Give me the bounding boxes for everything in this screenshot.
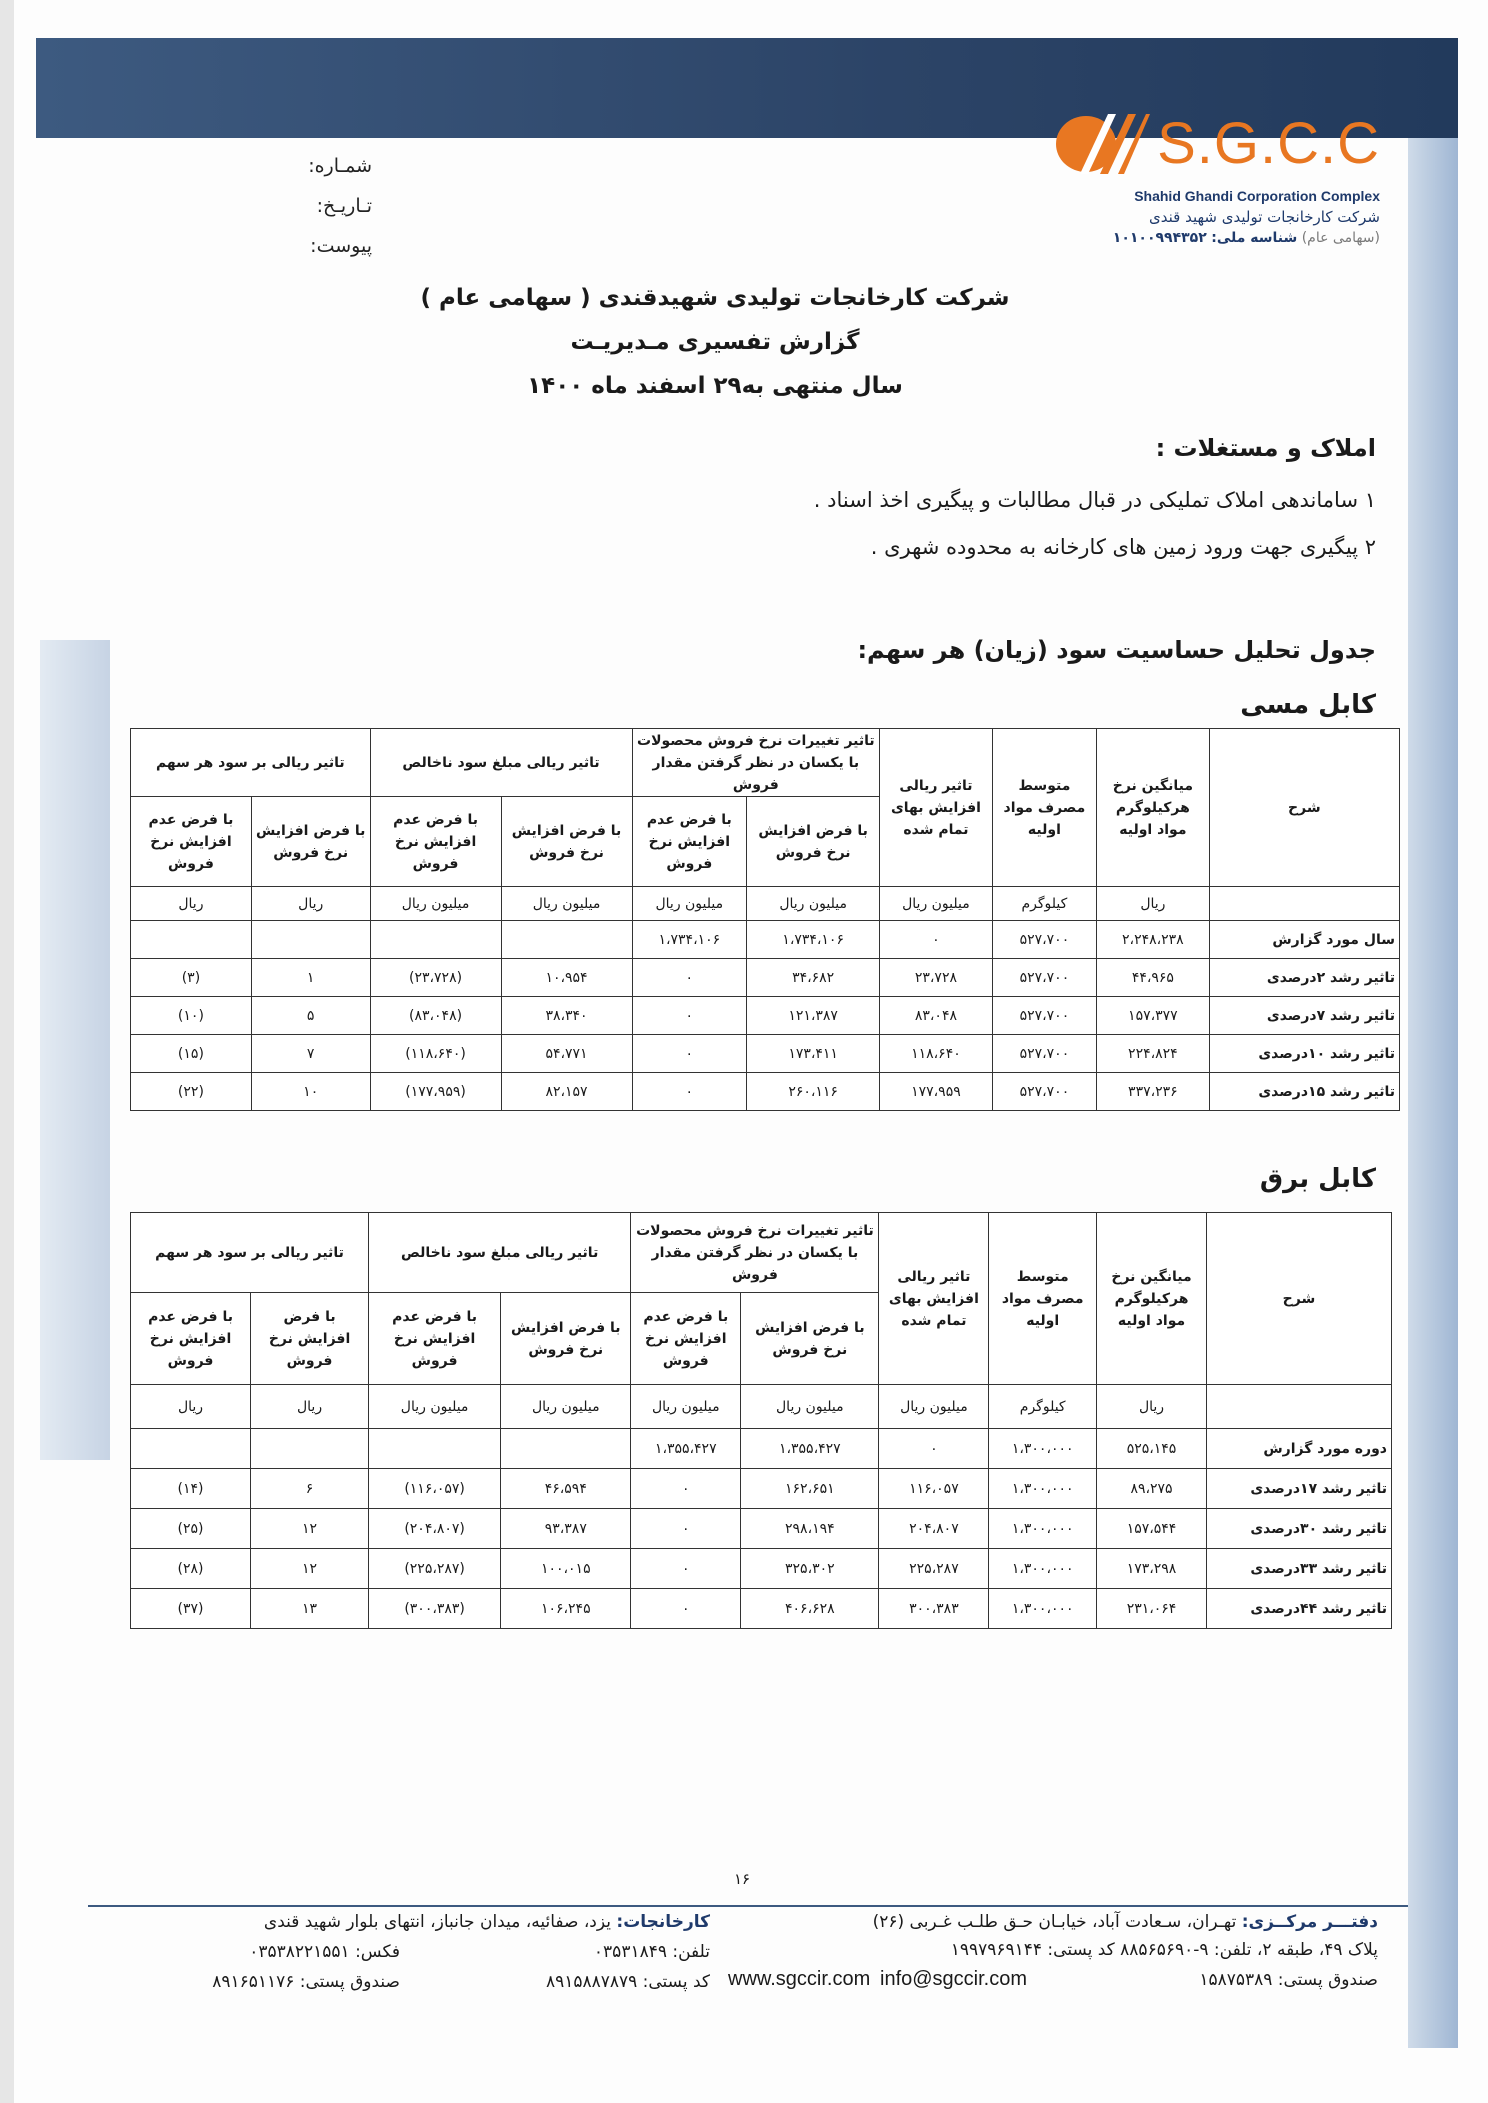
cell-s-with: ۴۰۶،۶۲۸ <box>741 1589 879 1629</box>
footer-factory-phone: تلفن: ۰۳۵۳۱۸۴۹ <box>593 1942 710 1962</box>
header-gross-without: با فرض عدم افزایش نرخ فروش <box>369 1293 501 1385</box>
unit-rial: ریال <box>1097 887 1210 921</box>
company-name-english: Shahid Ghandi Corporation Complex <box>1134 188 1380 204</box>
cell-s-without: ۱،۳۵۵،۴۲۷ <box>631 1429 741 1469</box>
cell-e-with: ۱۰ <box>251 1073 370 1111</box>
cell-e-without: (۲۸) <box>131 1549 251 1589</box>
company-type: (سهامی عام) <box>1301 230 1380 246</box>
properties-heading: املاک و مستغلات : <box>1155 434 1376 462</box>
cell-g-without: (۳۰۰،۳۸۳) <box>369 1589 501 1629</box>
cell-s-with: ۱۷۳،۴۱۱ <box>747 1035 880 1073</box>
footer-divider <box>88 1905 1408 1907</box>
cell-g-with: ۱۰۰،۰۱۵ <box>501 1549 631 1589</box>
cell-rate: ۱۵۷،۳۷۷ <box>1097 997 1210 1035</box>
cell-g-with: ۸۲،۱۵۷ <box>501 1073 632 1111</box>
unit-million-rial: میلیون ریال <box>632 887 747 921</box>
report-title <box>300 276 1130 408</box>
cell-g-with: ۳۸،۳۴۰ <box>501 997 632 1035</box>
cell-g-without: (۲۰۴،۸۰۷) <box>369 1509 501 1549</box>
header-sales-with: با فرض افزایش نرخ فروش <box>747 797 880 887</box>
unit-million-rial: میلیون ریال <box>631 1385 741 1429</box>
cell-cons: ۵۲۷،۷۰۰ <box>992 1035 1096 1073</box>
cell-e-without: (۱۰) <box>131 997 252 1035</box>
footer-factory-fax: فکس: ۰۳۵۳۸۲۲۱۵۵۱ <box>249 1942 400 1962</box>
cell-s-without: ۱،۷۳۴،۱۰۶ <box>632 921 747 959</box>
cell-s-with: ۱،۷۳۴،۱۰۶ <box>747 921 880 959</box>
footer-factory-label: کارخانجات: <box>616 1912 710 1932</box>
cell-cost: ۱۱۶،۰۵۷ <box>879 1469 989 1509</box>
table-row <box>131 1469 1392 1509</box>
footer-hq-label: دفتـــر مرکــزی: <box>1241 1912 1378 1932</box>
left-decorative-strip <box>40 640 110 1460</box>
cell-rate: ۴۴،۹۶۵ <box>1097 959 1210 997</box>
cell-s-without: ۰ <box>632 1073 747 1111</box>
letter-meta <box>292 146 372 266</box>
unit-kg: کیلوگرم <box>992 887 1096 921</box>
footer-hq-address <box>873 1912 1378 1932</box>
cell-cons: ۵۲۷،۷۰۰ <box>992 921 1096 959</box>
table-row <box>131 1589 1392 1629</box>
cell-cost: ۰ <box>880 921 993 959</box>
footer-factory-po: صندوق پستی: ۸۹۱۶۵۱۱۷۶ <box>212 1972 400 1992</box>
cell-e-with <box>251 921 370 959</box>
cell-g-with: ۹۳،۳۸۷ <box>501 1509 631 1549</box>
cell-desc: تاثیر رشد ۱۵درصدی <box>1209 1073 1399 1111</box>
cell-desc: دوره مورد گزارش <box>1206 1429 1391 1469</box>
table-row <box>131 1429 1392 1469</box>
cell-desc: تاثیر رشد ۱۷درصدی <box>1206 1469 1391 1509</box>
cell-e-with: ۱۲ <box>251 1549 369 1589</box>
cell-e-with: ۱ <box>251 959 370 997</box>
footer-hq-address-text: تهـران، سـعادت آباد، خیابـان حـق طلـب غـربی (۲۶) <box>872 1912 1237 1932</box>
sensitivity-heading: جدول تحلیل حساسیت سود (زیان) هر سهم: <box>857 636 1376 664</box>
cell-s-without: ۰ <box>632 959 747 997</box>
header-avg-consumption: متوسط مصرف مواد اولیه <box>992 729 1096 887</box>
table-row <box>131 997 1400 1035</box>
header-gross-with: با فرض افزایش نرخ فروش <box>501 1293 631 1385</box>
header-gross-profit: تاثیر ریالی مبلغ سود ناخالص <box>369 1213 631 1293</box>
footer-hq-po: صندوق پستی: ۱۵۸۷۵۳۸۹ <box>1199 1970 1378 1990</box>
unit-rial: ریال <box>131 1385 251 1429</box>
table-row <box>131 1035 1400 1073</box>
cell-rate: ۱۵۷،۵۴۴ <box>1097 1509 1207 1549</box>
unit-blank <box>1209 887 1399 921</box>
header-cost-effect: تاثیر ریالی افزایش بهای تمام شده <box>880 729 993 887</box>
national-id-line <box>1113 230 1380 246</box>
power-table-title: کابل برق <box>1259 1164 1376 1194</box>
footer-website[interactable]: www.sgccir.com <box>728 1968 871 1990</box>
cell-s-with: ۳۴،۶۸۲ <box>747 959 880 997</box>
table-row <box>131 1549 1392 1589</box>
cell-rate: ۳۳۷،۲۳۶ <box>1097 1073 1210 1111</box>
table-row <box>131 959 1400 997</box>
cell-cons: ۵۲۷،۷۰۰ <box>992 997 1096 1035</box>
unit-rial: ریال <box>251 887 370 921</box>
page-number: ۱۶ <box>734 1870 751 1888</box>
cell-desc: تاثیر رشد ۴۴درصدی <box>1206 1589 1391 1629</box>
cell-e-with: ۱۳ <box>251 1589 369 1629</box>
cell-e-with <box>251 1429 369 1469</box>
unit-rial: ریال <box>131 887 252 921</box>
cell-rate: ۱۷۳،۲۹۸ <box>1097 1549 1207 1589</box>
header-eps-without: با فرض عدم افزایش نرخ فروش <box>131 797 252 887</box>
cell-e-without: (۱۵) <box>131 1035 252 1073</box>
cell-cost: ۸۳،۰۴۸ <box>880 997 993 1035</box>
cell-cost: ۰ <box>879 1429 989 1469</box>
unit-million-rial: میلیون ریال <box>501 887 632 921</box>
company-name-persian: شرکت کارخانجات تولیدی شهید قندی <box>1149 208 1380 226</box>
logo-mark-icon <box>1050 108 1150 178</box>
footer-hq-line2: پلاک ۴۹، طبقه ۲، تلفن: ۹-۸۸۵۶۵۶۹۰ کد پستی: ۱۹۹۷۹۶۹۱۴۴ <box>950 1940 1378 1960</box>
cell-s-with: ۱،۳۵۵،۴۲۷ <box>741 1429 879 1469</box>
cell-s-with: ۱۶۲،۶۵۱ <box>741 1469 879 1509</box>
cell-e-with: ۵ <box>251 997 370 1035</box>
header-eps: تاثیر ریالی بر سود هر سهم <box>131 729 371 797</box>
header-sales-change: تاثیر تغییرات نرخ فروش محصولات با یکسان در نظر گرفتن مقدار فروش <box>631 1213 879 1293</box>
cell-rate: ۲۲۴،۸۲۴ <box>1097 1035 1210 1073</box>
copper-sensitivity-table <box>130 728 1400 1111</box>
cell-cost: ۲۲۵،۲۸۷ <box>879 1549 989 1589</box>
header-cost-effect: تاثیر ریالی افزایش بهای تمام شده <box>879 1213 989 1385</box>
header-eps-without: با فرض عدم افزایش نرخ فروش <box>131 1293 251 1385</box>
cell-rate: ۸۹،۲۷۵ <box>1097 1469 1207 1509</box>
cell-g-without: (۸۳،۰۴۸) <box>370 997 501 1035</box>
cell-s-with: ۱۲۱،۳۸۷ <box>747 997 880 1035</box>
cell-desc: سال مورد گزارش <box>1209 921 1399 959</box>
cell-desc: تاثیر رشد ۷درصدی <box>1209 997 1399 1035</box>
unit-million-rial: میلیون ریال <box>880 887 993 921</box>
cell-g-without <box>370 921 501 959</box>
cell-e-without: (۳۷) <box>131 1589 251 1629</box>
header-avg-rate: میانگین نرخ هرکیلوگرم مواد اولیه <box>1097 1213 1207 1385</box>
date-label: تـاریـخ: <box>316 195 372 217</box>
unit-rial: ریال <box>251 1385 369 1429</box>
footer-factory-address-text: یزد، صفائیه، میدان جانباز، انتهای بلوار شهید قندی <box>263 1912 611 1932</box>
cell-g-without: (۱۱۸،۶۴۰) <box>370 1035 501 1073</box>
cell-cost: ۲۰۴،۸۰۷ <box>879 1509 989 1549</box>
cell-s-with: ۲۶۰،۱۱۶ <box>747 1073 880 1111</box>
cell-g-without: (۲۳،۷۲۸) <box>370 959 501 997</box>
unit-million-rial: میلیون ریال <box>501 1385 631 1429</box>
cell-rate: ۲۳۱،۰۶۴ <box>1097 1589 1207 1629</box>
cell-desc: تاثیر رشد ۳۳درصدی <box>1206 1549 1391 1589</box>
cell-s-without: ۰ <box>631 1549 741 1589</box>
cell-cons: ۱،۳۰۰،۰۰۰ <box>989 1549 1097 1589</box>
cell-g-with <box>501 1429 631 1469</box>
cell-s-without: ۰ <box>632 1035 747 1073</box>
unit-million-rial: میلیون ریال <box>747 887 880 921</box>
header-sales-without: با فرض عدم افزایش نرخ فروش <box>631 1293 741 1385</box>
cell-s-without: ۰ <box>631 1589 741 1629</box>
cell-g-with <box>501 921 632 959</box>
header-eps-with: با فرض افزایش نرخ فروش <box>251 797 370 887</box>
header-desc: شرح <box>1209 729 1399 887</box>
header-gross-without: با فرض عدم افزایش نرخ فروش <box>370 797 501 887</box>
cell-g-without: (۱۱۶،۰۵۷) <box>369 1469 501 1509</box>
cell-s-without: ۰ <box>631 1469 741 1509</box>
right-decorative-strip <box>1408 138 1458 2048</box>
cell-cost: ۳۰۰،۳۸۳ <box>879 1589 989 1629</box>
header-sales-change: تاثیر تغییرات نرخ فروش محصولات با یکسان در نظر گرفتن مقدار فروش <box>632 729 880 797</box>
header-avg-consumption: متوسط مصرف مواد اولیه <box>989 1213 1097 1385</box>
cell-cons: ۱،۳۰۰،۰۰۰ <box>989 1509 1097 1549</box>
header-sales-without: با فرض عدم افزایش نرخ فروش <box>632 797 747 887</box>
cell-e-without <box>131 921 252 959</box>
header-sales-with: با فرض افزایش نرخ فروش <box>741 1293 879 1385</box>
cell-e-without: (۲۲) <box>131 1073 252 1111</box>
cell-s-without: ۰ <box>631 1509 741 1549</box>
logo-text: S.G.C.C <box>1157 111 1380 176</box>
cell-s-with: ۲۹۸،۱۹۴ <box>741 1509 879 1549</box>
cell-rate: ۲،۲۴۸،۲۳۸ <box>1097 921 1210 959</box>
cell-e-without: (۲۵) <box>131 1509 251 1549</box>
cell-e-with: ۶ <box>251 1469 369 1509</box>
cell-g-with: ۴۶،۵۹۴ <box>501 1469 631 1509</box>
footer-email[interactable]: info@sgccir.com <box>880 1968 1028 1990</box>
unit-kg: کیلوگرم <box>989 1385 1097 1429</box>
page-edge <box>0 0 14 2103</box>
cell-g-without <box>369 1429 501 1469</box>
title-company: شرکت کارخانجات تولیدی شهیدقندی ( سهامی عام ) <box>420 285 1010 311</box>
table-row <box>131 1073 1400 1111</box>
properties-item-2: ۲ پیگیری جهت ورود زمین های کارخانه به محدوده شهری . <box>870 535 1376 559</box>
header-gross-profit: تاثیر ریالی مبلغ سود ناخالص <box>370 729 632 797</box>
unit-million-rial: میلیون ریال <box>879 1385 989 1429</box>
cell-g-with: ۱۰۶،۲۴۵ <box>501 1589 631 1629</box>
cell-e-with: ۷ <box>251 1035 370 1073</box>
footer-factory-address <box>130 1912 710 1932</box>
number-label: شمـاره: <box>308 155 372 177</box>
table-row <box>131 1509 1392 1549</box>
unit-million-rial: میلیون ریال <box>369 1385 501 1429</box>
company-logo <box>1050 108 1380 258</box>
cell-cost: ۱۱۸،۶۴۰ <box>880 1035 993 1073</box>
cell-desc: تاثیر رشد ۳۰درصدی <box>1206 1509 1391 1549</box>
unit-blank <box>1206 1385 1391 1429</box>
footer-factory-postal: کد پستی: ۸۹۱۵۸۸۷۸۷۹ <box>545 1972 710 1992</box>
cell-cons: ۱،۳۰۰،۰۰۰ <box>989 1429 1097 1469</box>
attachment-label: پیوست: <box>310 235 372 257</box>
cell-e-with: ۱۲ <box>251 1509 369 1549</box>
cell-cost: ۲۳،۷۲۸ <box>880 959 993 997</box>
cell-rate: ۵۲۵،۱۴۵ <box>1097 1429 1207 1469</box>
cell-cost: ۱۷۷،۹۵۹ <box>880 1073 993 1111</box>
cell-e-without <box>131 1429 251 1469</box>
header-avg-rate: میانگین نرخ هرکیلوگرم مواد اولیه <box>1097 729 1210 887</box>
cell-g-without: (۲۲۵،۲۸۷) <box>369 1549 501 1589</box>
cell-e-without: (۱۴) <box>131 1469 251 1509</box>
cell-cons: ۱،۳۰۰،۰۰۰ <box>989 1469 1097 1509</box>
cell-cons: ۱،۳۰۰،۰۰۰ <box>989 1589 1097 1629</box>
national-id-label: شناسه ملی: <box>1211 230 1298 246</box>
header-desc: شرح <box>1206 1213 1391 1385</box>
header-gross-with: با فرض افزایش نرخ فروش <box>501 797 632 887</box>
cell-e-without: (۳) <box>131 959 252 997</box>
properties-item-1: ۱ ساماندهی املاک تملیکی در قبال مطالبات و پیگیری اخذ اسناد . <box>813 488 1376 512</box>
header-eps: تاثیر ریالی بر سود هر سهم <box>131 1213 369 1293</box>
cell-s-with: ۳۲۵،۳۰۲ <box>741 1549 879 1589</box>
unit-million-rial: میلیون ریال <box>741 1385 879 1429</box>
cell-g-with: ۱۰،۹۵۴ <box>501 959 632 997</box>
cell-desc: تاثیر رشد ۲درصدی <box>1209 959 1399 997</box>
header-eps-with: با فرض افزایش نرخ فروش <box>251 1293 369 1385</box>
title-period: سال منتهی به۲۹ اسفند ماه ۱۴۰۰ <box>527 373 903 399</box>
cell-cons: ۵۲۷،۷۰۰ <box>992 1073 1096 1111</box>
cell-desc: تاثیر رشد ۱۰درصدی <box>1209 1035 1399 1073</box>
unit-rial: ریال <box>1097 1385 1207 1429</box>
unit-million-rial: میلیون ریال <box>370 887 501 921</box>
cell-cons: ۵۲۷،۷۰۰ <box>992 959 1096 997</box>
table-row <box>131 921 1400 959</box>
copper-table-title: کابل مسی <box>1240 690 1376 720</box>
power-sensitivity-table <box>130 1212 1392 1629</box>
cell-g-without: (۱۷۷،۹۵۹) <box>370 1073 501 1111</box>
cell-g-with: ۵۴،۷۷۱ <box>501 1035 632 1073</box>
cell-s-without: ۰ <box>632 997 747 1035</box>
title-report: گزارش تفسیری مـدیریـت <box>570 329 860 355</box>
national-id-value: ۱۰۱۰۰۹۹۴۳۵۲ <box>1112 230 1207 246</box>
